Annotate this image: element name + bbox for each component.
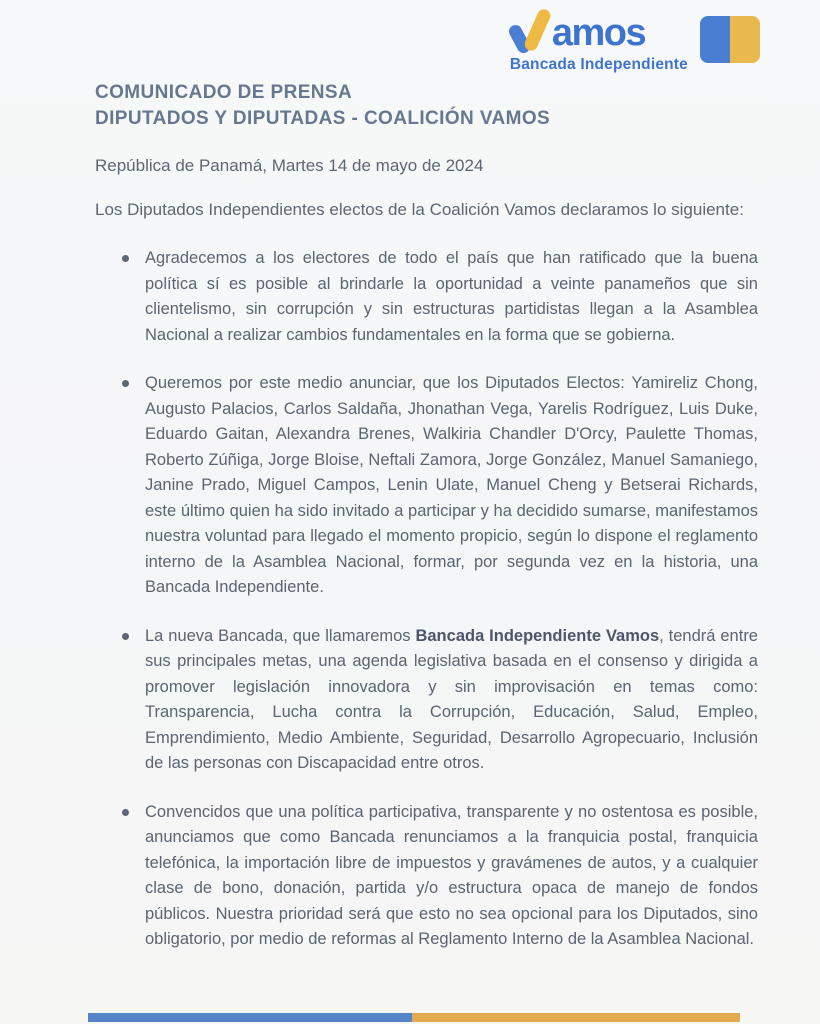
dateline: República de Panamá, Martes 14 de mayo de 2024 (95, 156, 484, 175)
document-content (95, 80, 758, 976)
footer-bar-blue (88, 1013, 412, 1022)
bullet-dot (122, 809, 129, 816)
bullet-dot (122, 380, 129, 387)
bullet-paragraph-2: Queremos por este medio anunciar, que los Diputados Electos: Yamireliz Chong, Augusto Palacios, Carlos Saldaña, Jhonathan Vega, Yarelis Rodríguez, Luis Duke, Eduardo Gaitan, Alexandra Brenes, Walkiria Chandler D'Orcy, Paulette Thomas, Roberto Zúñiga, Jorge Bloise, Neftali Zamora, Jorge González, Manuel Samaniego, Janine Prado, Miguel Campos, Lenin Ulate, Manuel Cheng y Betserai Richards, este último quien ha sido invitado a participar y ha decidido sumarse, manifestamos nuestra voluntad para llegado el momento propicio, según lo dispone el reglamento interno de la Asamblea Nacional, formar, por segunda vez en la historia, una Bancada Independiente. (145, 374, 758, 596)
document-title (95, 80, 758, 132)
footer-color-bar (88, 1013, 740, 1022)
bullet-paragraph-1: Agradecemos a los electores de todo el país que han ratificado que la buena política sí es posible al brindarle la oportunidad a veinte panameños que sin clientelismo, sin corrupción y sin estructuras partidistas llegan a la Asamblea Nacional a realizar cambios fundamentales en la forma que se gobierna. (145, 249, 758, 344)
checkmark-yellow-stroke (522, 7, 552, 52)
flag-yellow-half (730, 16, 760, 63)
flag-blue-half (700, 16, 730, 63)
bullet-3-pre: La nueva Bancada, que llamaremos (145, 626, 416, 645)
title-line-1: COMUNICADO DE PRENSA (95, 82, 353, 103)
bullet-paragraph-4: Convencidos que una política participativa, transparente y no ostentosa es posible, anunciamos que como Bancada renunciamos a la franquicia postal, franquicia telefónica, la importación libre de impuestos y gravámenes de autos, y a cualquier clase de bono, donación, partida y/o estructura opaca de manejo de fondos públicos. Nuestra prioridad será que esto no sea opcional para los Diputados, sino obligatorio, por medio de reformas al Reglamento Interno de la Asamblea Nacional. (145, 802, 758, 948)
bullet-dot (122, 633, 129, 640)
intro-paragraph: Los Diputados Independientes electos de la Coalición Vamos declaramos lo siguiente: (95, 200, 744, 219)
list-item (122, 371, 758, 601)
logo-tagline: Bancada Independiente (509, 56, 688, 73)
bullet-3-bold: Bancada Independiente Vamos (415, 626, 660, 645)
vamos-logo (510, 8, 760, 74)
bullet-3-post: , tendrá entre sus principales metas, una agenda legislativa basada en el consenso y dirigida a promover legislación innovadora y sin improvisación en temas como: Transparencia, Lucha contra la Corrupción, Educación, Salud, Empleo, Emprendimiento, Medio Ambiente, Seguridad, Desarrollo Agropecuario, Inclusión de las personas con Discapacidad entre otros. (145, 626, 758, 772)
checkmark-icon (510, 8, 554, 54)
flag-icon (700, 16, 760, 63)
title-line-2: DIPUTADOS Y DIPUTADAS - COALICIÓN VAMOS (95, 108, 551, 129)
list-item (122, 800, 758, 953)
bullet-paragraph-3 (145, 624, 758, 777)
list-item (122, 624, 758, 777)
footer-bar-yellow (412, 1013, 740, 1022)
logo-wordmark: amos (551, 12, 646, 54)
list-item (122, 246, 758, 348)
bullet-dot (122, 255, 129, 262)
bullet-list (95, 246, 758, 953)
